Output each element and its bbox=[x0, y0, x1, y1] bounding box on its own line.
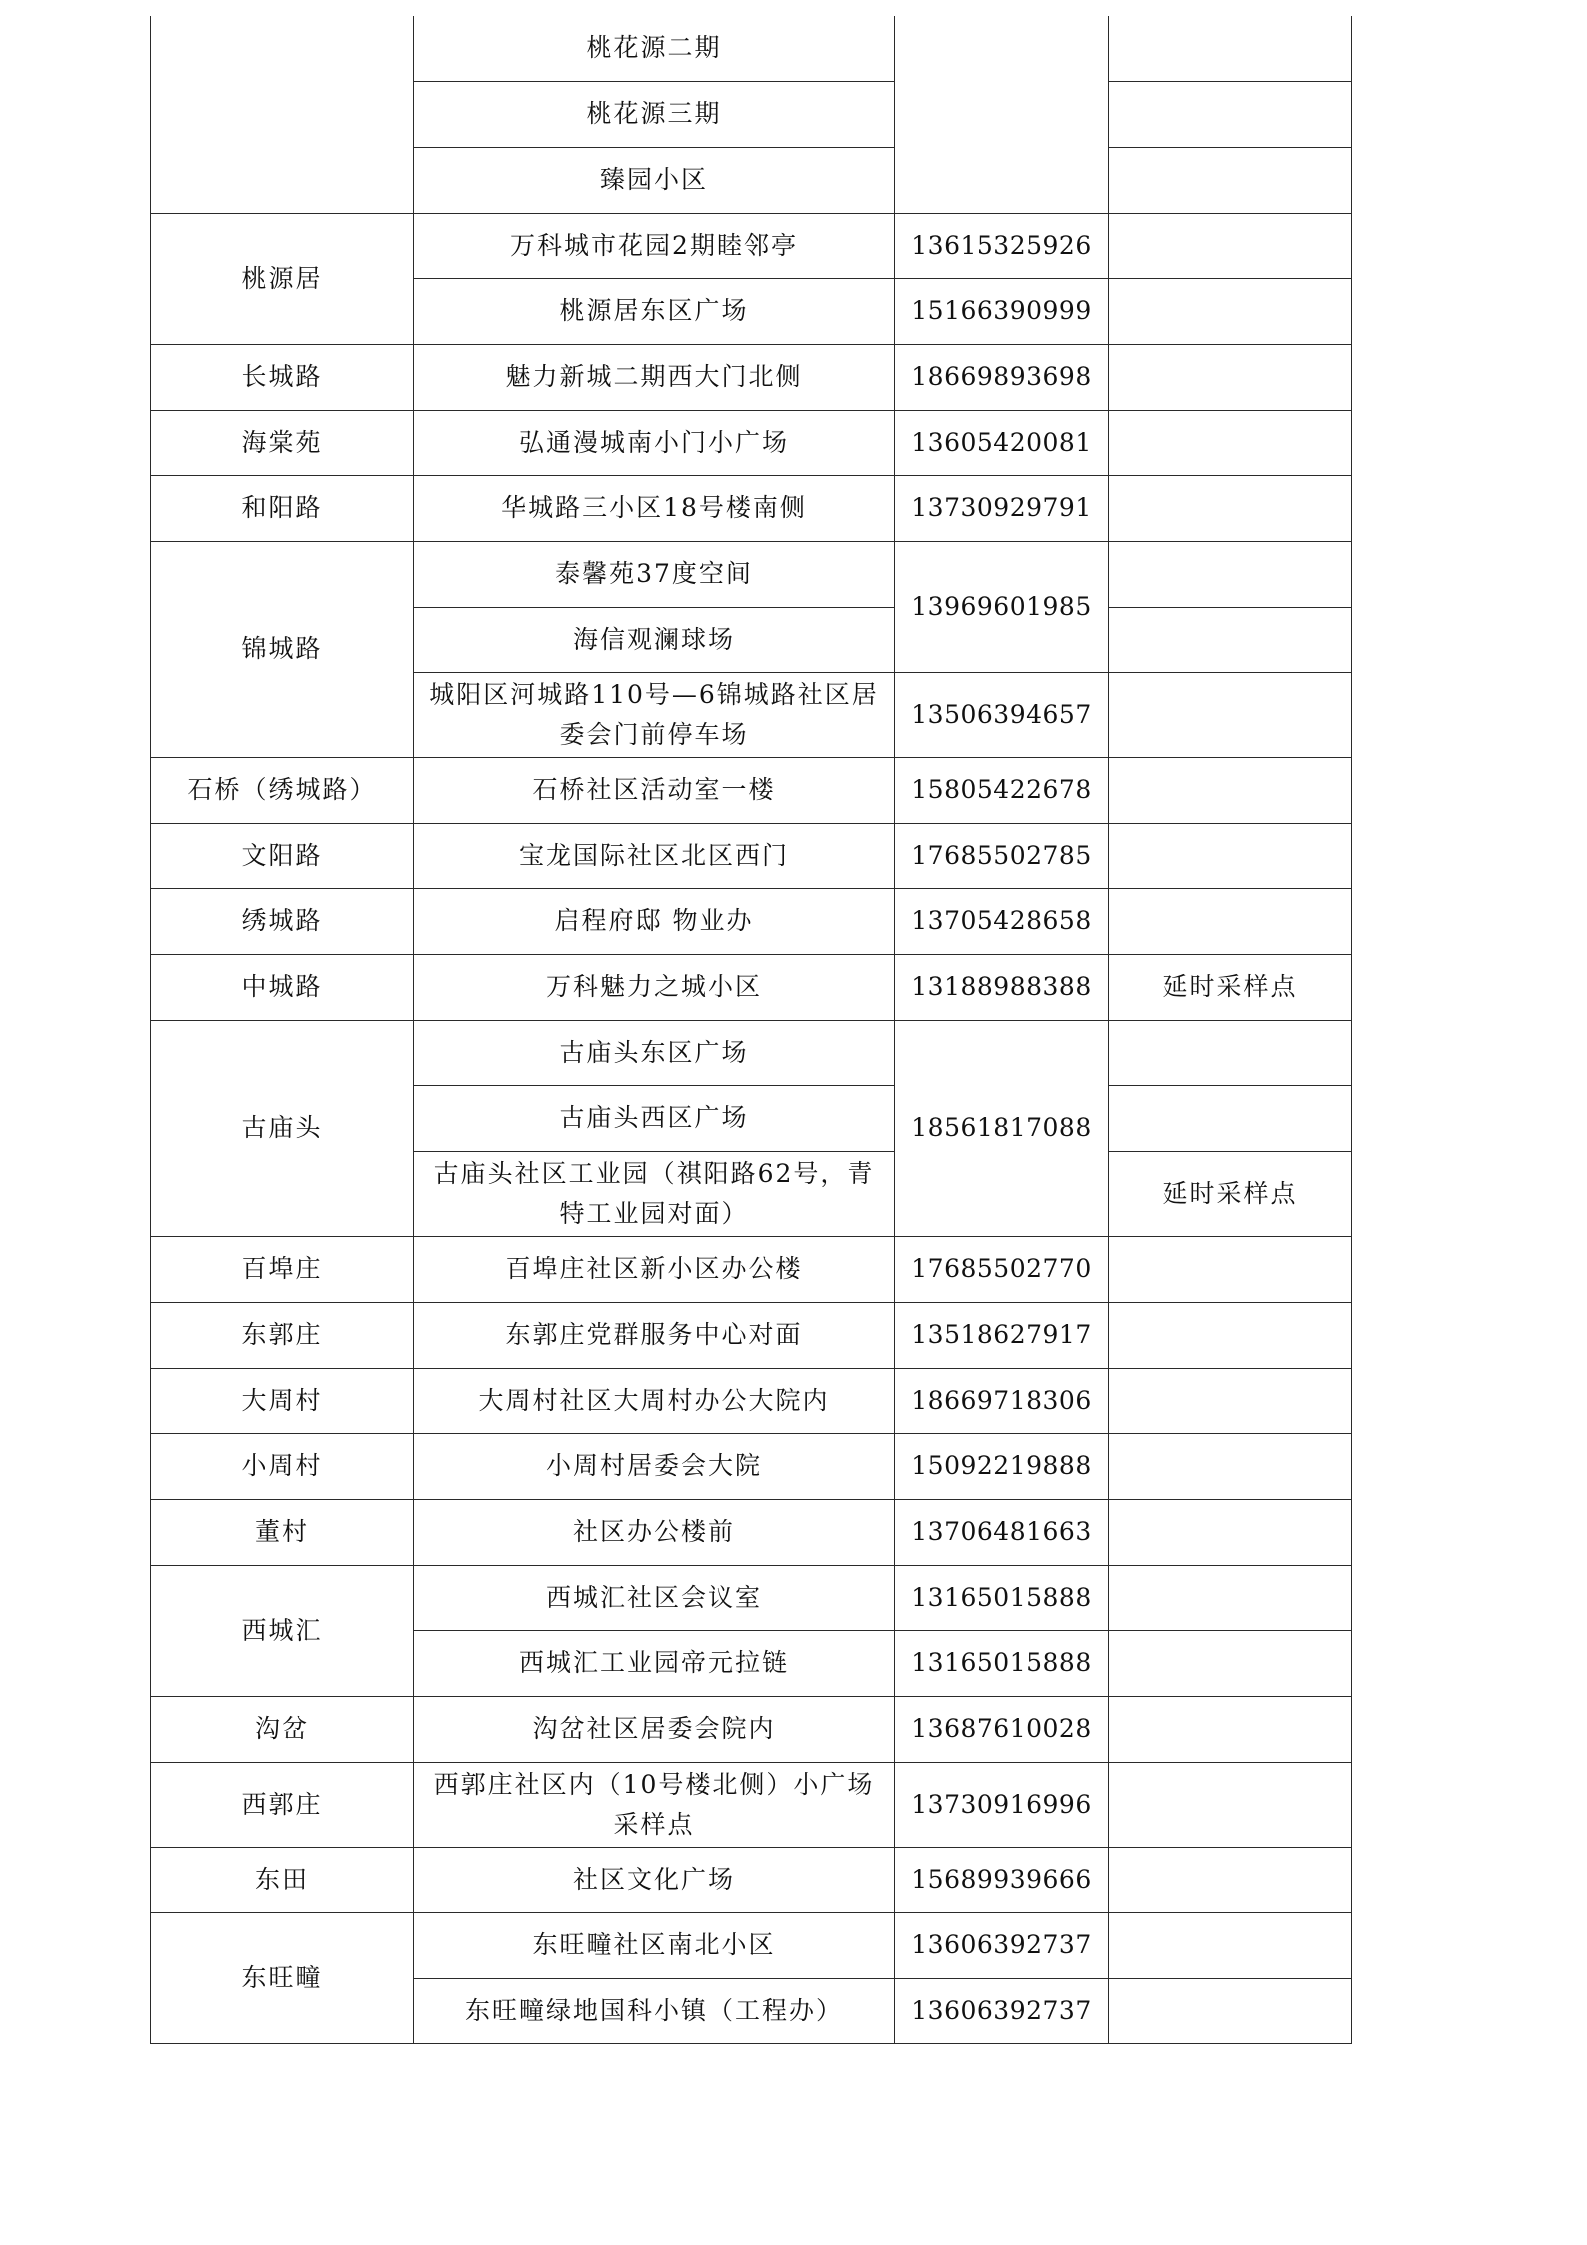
community-cell: 长城路 bbox=[151, 344, 414, 410]
note-cell bbox=[1109, 475, 1352, 541]
table-row bbox=[151, 344, 1352, 410]
table-row bbox=[151, 16, 1352, 81]
phone-cell: 13188988388 bbox=[895, 954, 1109, 1020]
table-row bbox=[151, 410, 1352, 475]
note-cell bbox=[1109, 1630, 1352, 1696]
site-cell: 西城汇社区会议室 bbox=[414, 1565, 895, 1630]
community-cell: 小周村 bbox=[151, 1433, 414, 1499]
site-cell: 臻园小区 bbox=[414, 147, 895, 213]
note-cell bbox=[1109, 1302, 1352, 1368]
phone-cell: 17685502785 bbox=[895, 823, 1109, 888]
note-cell bbox=[1109, 888, 1352, 954]
site-cell: 万科魅力之城小区 bbox=[414, 954, 895, 1020]
site-cell: 古庙头西区广场 bbox=[414, 1085, 895, 1151]
phone-cell: 13165015888 bbox=[895, 1630, 1109, 1696]
note-cell bbox=[1109, 1696, 1352, 1762]
site-cell: 西郭庄社区内（10号楼北侧）小广场采样点 bbox=[414, 1762, 895, 1847]
site-cell: 弘通漫城南小门小广场 bbox=[414, 410, 895, 475]
note-cell bbox=[1109, 1565, 1352, 1630]
table-row bbox=[151, 1847, 1352, 1912]
site-cell: 桃花源三期 bbox=[414, 81, 895, 147]
phone-cell: 13969601985 bbox=[895, 541, 1109, 672]
site-cell: 启程府邸 物业办 bbox=[414, 888, 895, 954]
table-row bbox=[151, 888, 1352, 954]
community-cell bbox=[151, 16, 414, 213]
note-cell bbox=[1109, 81, 1352, 147]
site-cell: 海信观澜球场 bbox=[414, 607, 895, 672]
phone-cell: 13606392737 bbox=[895, 1978, 1109, 2043]
table-row bbox=[151, 1696, 1352, 1762]
table-row bbox=[151, 213, 1352, 278]
site-cell: 东旺疃绿地国科小镇（工程办） bbox=[414, 1978, 895, 2043]
phone-cell: 15092219888 bbox=[895, 1433, 1109, 1499]
community-cell: 西郭庄 bbox=[151, 1762, 414, 1847]
phone-cell: 18669893698 bbox=[895, 344, 1109, 410]
phone-cell bbox=[895, 16, 1109, 213]
table-row bbox=[151, 1368, 1352, 1433]
note-cell bbox=[1109, 1978, 1352, 2043]
table-row bbox=[151, 1565, 1352, 1630]
note-cell bbox=[1109, 147, 1352, 213]
table-row bbox=[151, 1020, 1352, 1085]
site-cell: 古庙头社区工业园（祺阳路62号，青特工业园对面） bbox=[414, 1151, 895, 1236]
community-cell: 东旺疃 bbox=[151, 1912, 414, 2043]
phone-cell: 13518627917 bbox=[895, 1302, 1109, 1368]
site-cell: 古庙头东区广场 bbox=[414, 1020, 895, 1085]
note-cell bbox=[1109, 344, 1352, 410]
table-row bbox=[151, 1762, 1352, 1847]
community-cell: 古庙头 bbox=[151, 1020, 414, 1236]
phone-cell: 13730916996 bbox=[895, 1762, 1109, 1847]
note-cell bbox=[1109, 1020, 1352, 1085]
site-cell: 石桥社区活动室一楼 bbox=[414, 757, 895, 823]
site-cell: 小周村居委会大院 bbox=[414, 1433, 895, 1499]
site-cell: 城阳区河城路110号—6锦城路社区居委会门前停车场 bbox=[414, 672, 895, 757]
community-cell: 锦城路 bbox=[151, 541, 414, 757]
site-cell: 东郭庄党群服务中心对面 bbox=[414, 1302, 895, 1368]
site-cell: 华城路三小区18号楼南侧 bbox=[414, 475, 895, 541]
note-cell bbox=[1109, 823, 1352, 888]
note-cell bbox=[1109, 607, 1352, 672]
table-row bbox=[151, 954, 1352, 1020]
note-cell: 延时采样点 bbox=[1109, 1151, 1352, 1236]
table-row bbox=[151, 541, 1352, 607]
site-cell: 社区文化广场 bbox=[414, 1847, 895, 1912]
site-cell: 东旺疃社区南北小区 bbox=[414, 1912, 895, 1978]
community-cell: 桃源居 bbox=[151, 213, 414, 344]
phone-cell: 18669718306 bbox=[895, 1368, 1109, 1433]
community-cell: 沟岔 bbox=[151, 1696, 414, 1762]
note-cell bbox=[1109, 1085, 1352, 1151]
table-row bbox=[151, 1236, 1352, 1302]
phone-cell: 13705428658 bbox=[895, 888, 1109, 954]
site-cell: 社区办公楼前 bbox=[414, 1499, 895, 1565]
site-cell: 桃花源二期 bbox=[414, 16, 895, 81]
site-cell: 宝龙国际社区北区西门 bbox=[414, 823, 895, 888]
site-cell: 泰馨苑37度空间 bbox=[414, 541, 895, 607]
note-cell bbox=[1109, 1499, 1352, 1565]
community-cell: 绣城路 bbox=[151, 888, 414, 954]
note-cell bbox=[1109, 278, 1352, 344]
note-cell: 延时采样点 bbox=[1109, 954, 1352, 1020]
phone-cell: 13615325926 bbox=[895, 213, 1109, 278]
table-row bbox=[151, 823, 1352, 888]
phone-cell: 13730929791 bbox=[895, 475, 1109, 541]
community-cell: 石桥（绣城路） bbox=[151, 757, 414, 823]
phone-cell: 13687610028 bbox=[895, 1696, 1109, 1762]
community-cell: 中城路 bbox=[151, 954, 414, 1020]
note-cell bbox=[1109, 1236, 1352, 1302]
note-cell bbox=[1109, 1912, 1352, 1978]
site-cell: 西城汇工业园帝元拉链 bbox=[414, 1630, 895, 1696]
community-cell: 东田 bbox=[151, 1847, 414, 1912]
phone-cell: 17685502770 bbox=[895, 1236, 1109, 1302]
note-cell bbox=[1109, 410, 1352, 475]
site-cell: 万科城市花园2期睦邻亭 bbox=[414, 213, 895, 278]
phone-cell: 15689939666 bbox=[895, 1847, 1109, 1912]
table-row bbox=[151, 757, 1352, 823]
table-row bbox=[151, 475, 1352, 541]
note-cell bbox=[1109, 1368, 1352, 1433]
phone-cell: 15166390999 bbox=[895, 278, 1109, 344]
table-row bbox=[151, 1499, 1352, 1565]
community-cell: 西城汇 bbox=[151, 1565, 414, 1696]
phone-cell: 15805422678 bbox=[895, 757, 1109, 823]
note-cell bbox=[1109, 672, 1352, 757]
note-cell bbox=[1109, 16, 1352, 81]
community-cell: 大周村 bbox=[151, 1368, 414, 1433]
phone-cell: 13606392737 bbox=[895, 1912, 1109, 1978]
note-cell bbox=[1109, 1847, 1352, 1912]
note-cell bbox=[1109, 757, 1352, 823]
phone-cell: 13706481663 bbox=[895, 1499, 1109, 1565]
phone-cell: 13605420081 bbox=[895, 410, 1109, 475]
community-cell: 海棠苑 bbox=[151, 410, 414, 475]
table-row bbox=[151, 1912, 1352, 1978]
note-cell bbox=[1109, 213, 1352, 278]
site-cell: 沟岔社区居委会院内 bbox=[414, 1696, 895, 1762]
community-cell: 和阳路 bbox=[151, 475, 414, 541]
note-cell bbox=[1109, 541, 1352, 607]
sampling-sites-table-page bbox=[150, 16, 1352, 2044]
table-row bbox=[151, 1433, 1352, 1499]
phone-cell: 13506394657 bbox=[895, 672, 1109, 757]
community-cell: 东郭庄 bbox=[151, 1302, 414, 1368]
site-cell: 魅力新城二期西大门北侧 bbox=[414, 344, 895, 410]
community-cell: 文阳路 bbox=[151, 823, 414, 888]
community-cell: 董村 bbox=[151, 1499, 414, 1565]
site-cell: 百埠庄社区新小区办公楼 bbox=[414, 1236, 895, 1302]
site-cell: 大周村社区大周村办公大院内 bbox=[414, 1368, 895, 1433]
phone-cell: 13165015888 bbox=[895, 1565, 1109, 1630]
phone-cell: 18561817088 bbox=[895, 1020, 1109, 1236]
community-cell: 百埠庄 bbox=[151, 1236, 414, 1302]
table-row bbox=[151, 1302, 1352, 1368]
note-cell bbox=[1109, 1433, 1352, 1499]
sampling-sites-table bbox=[150, 16, 1352, 2044]
note-cell bbox=[1109, 1762, 1352, 1847]
site-cell: 桃源居东区广场 bbox=[414, 278, 895, 344]
